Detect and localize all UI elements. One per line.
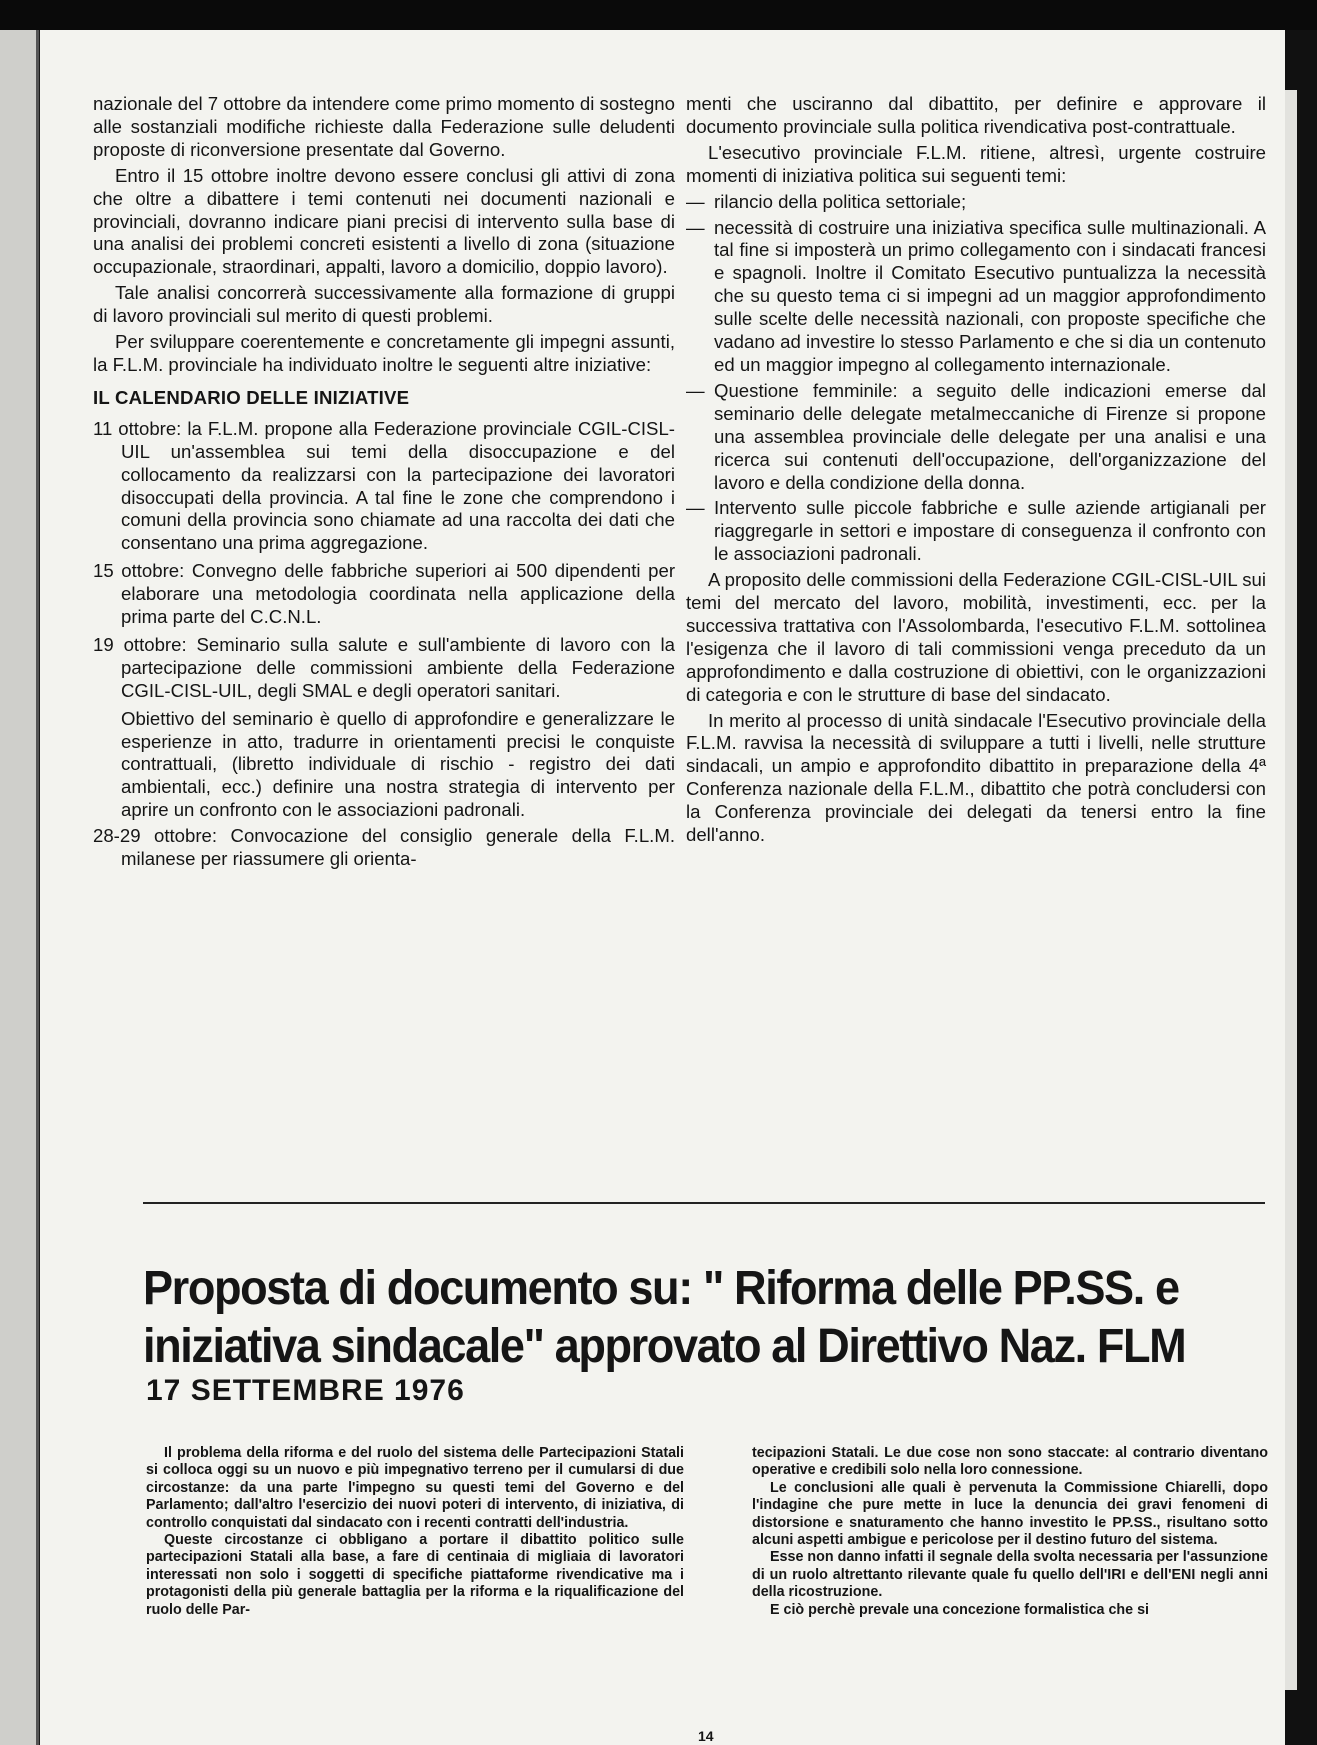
scan-top-border xyxy=(0,0,1317,30)
headline-line: Proposta di documento su: " Riforma delle PP.SS. e xyxy=(143,1262,1179,1315)
paragraph: In merito al processo di unità sindacale l'Esecutivo provinciale della F.L.M. ravvisa la necessità di sviluppare a tutti i livelli, nelle strutture sindacali, un ampio e approfondito dibattito in preparazione della 4ª Conferenza nazionale della F.L.M., dibattito che potrà concludersi con la Conferenza provinciale dei delegati da tenersi entro la fine dell'anno. xyxy=(686,709,1266,846)
calendar-heading: IL CALENDARIO DELLE INIZIATIVE xyxy=(93,386,410,408)
dash-marker: — xyxy=(686,379,705,401)
paragraph: L'esecutivo provinciale F.L.M. ritiene, altresì, urgente costruire momenti di iniziativa politica sui seguenti temi: xyxy=(686,141,1266,186)
paragraph: menti che usciranno dal dibattito, per definire e approvare il documento provinciale sulla politica rivendicativa post-contrattuale. xyxy=(686,93,1266,137)
calendar-entry xyxy=(93,825,675,871)
theme-text: Intervento sulle piccole fabbriche e sulle aziende artigianali per riaggregarle in settori e impostare di conseguenza il confronto con le associazioni padronali. xyxy=(714,497,1266,565)
next-page-edge xyxy=(1285,90,1297,1690)
left-column xyxy=(93,93,675,876)
seminar-objective: Obiettivo del seminario è quello di approfondire e generalizzare le esperienze in atto, tradurre in orientamenti precisi le conquiste contrattuali, (libretto individuale di rischio - registro dei dati ambientali, ecc.) definire una nostra strategia di intervento per aprire un confronto con le associazioni padronali. xyxy=(121,707,675,821)
paragraph: Queste circostanze ci obbligano a portare il dibattito politico sulle partecipazioni Statali alla base, a fare di centinaia di migliaia di lavoratori interessati non solo i soggetti di specifiche piattaforme rivendicative ma i protagonisti della più generale battaglia per la riforma e la riqualificazione del ruolo delle Par- xyxy=(146,1532,684,1618)
right-column xyxy=(686,93,1266,850)
dash-marker: — xyxy=(686,190,705,212)
theme-text: necessità di costruire una iniziativa specifica sulle multinazionali. A tal fine si imposterà un primo collegamento con i sindacati francesi e spagnoli. Inoltre il Comitato Esecutivo puntualizza la necessità che su questo tema ci si impegni ad un maggior approfondimento sulle scelte delle necessità nazionali, con proposte specifiche che vadano ad investire lo stesso Parlamento e che si dia un contenuto ed un maggior impegno al collegamento internazionale. xyxy=(714,216,1266,375)
paragraph: Il problema della riforma e del ruolo del sistema delle Partecipazioni Statali si colloca oggi su un nuovo e più impegnativo terreno per il cumularsi di due circostanze: da una parte l'impegno su questi temi del Governo e del Parlamento; dall'altro l'esercizio dei nuovi poteri di intervento, di iniziativa, di controllo conquistati dal sindacato con i recenti contratti dell'industria. xyxy=(146,1445,684,1531)
page-number: 14 xyxy=(698,1728,714,1744)
theme-text: rilancio della politica settoriale; xyxy=(714,190,967,212)
paragraph: Esse non danno infatti il segnale della svolta necessaria per l'assunzione di un ruolo altrettanto rilevante quale fu quello dell'IRI e dell'ENI negli anni della ricostruzione. xyxy=(752,1549,1268,1601)
theme-item xyxy=(686,191,1266,214)
article-right-column xyxy=(752,1445,1268,1619)
calendar-date: 15 ottobre: xyxy=(93,560,185,582)
paragraph: A proposito delle commissioni della Federazione CGIL-CISL-UIL sui temi del mercato del lavoro, mobilità, investimenti, ecc. per la successiva trattativa con l'Assolombarda, l'esecutivo F.L.M. sottolinea l'esigenza che il lavoro di tali commissioni venga preceduto da un approfondimento e dalla costruzione di obiettivi, con le organizzazioni di categoria e con le strutture di base del sindacato. xyxy=(686,569,1266,705)
paragraph: Per sviluppare coerentemente e concretamente gli impegni assunti, la F.L.M. provinciale ha individuato inoltre le seguenti altre iniziative: xyxy=(93,331,675,375)
paragraph: tecipazioni Statali. Le due cose non sono staccate: al contrario diventano operative e credibili solo nella loro connessione. xyxy=(752,1445,1268,1479)
dash-marker: — xyxy=(686,216,705,238)
calendar-entry xyxy=(93,560,675,629)
section-divider xyxy=(143,1202,1265,1204)
paragraph: nazionale del 7 ottobre da intendere come primo momento di sostegno alle sostanziali modifiche richieste dalla Federazione sulle deludenti proposte di riconversione presentate dal Governo. xyxy=(93,93,675,160)
calendar-text: Convocazione del consiglio generale della F.L.M. milanese per riassumere gli orienta- xyxy=(121,825,676,870)
scan-left-margin xyxy=(0,30,39,1745)
calendar-text: Convegno delle fabbriche superiori ai 500 dipendenti per elaborare una metodologia coordinata nella applicazione della prima parte del C.C.N.L. xyxy=(121,560,676,628)
article-date: 17 SETTEMBRE 1976 xyxy=(146,1374,465,1407)
theme-item xyxy=(686,217,1266,377)
calendar-date: 19 ottobre: xyxy=(93,633,187,655)
article-left-column xyxy=(146,1445,684,1619)
calendar-date: 11 ottobre: xyxy=(93,417,182,439)
calendar-text: la F.L.M. propone alla Federazione provinciale CGIL-CISL-UIL un'assemblea sui temi della disoccupazione e del collocamento da realizzarsi con la partecipazione dei lavoratori disoccupati della provincia. A tal fine le zone che comprendono i comuni della provincia sono chiamate ad una raccolta dei dati che consentano una prima aggregazione. xyxy=(121,417,675,554)
calendar-entry xyxy=(93,634,675,703)
paragraph: Le conclusioni alle quali è pervenuta la Commissione Chiarelli, dopo l'indagine che pure mette in luce la denuncia dei gravi fenomeni di distorsione e snaturamento che hanno investito le PP.SS., risultano sotto alcuni aspetti ambigue e pericolose per il destino futuro del sistema. xyxy=(752,1479,1268,1549)
calendar-text: Seminario sulla salute e sull'ambiente di lavoro con la partecipazione delle commissioni ambiente della Federazione CGIL-CISL-UIL, degli SMAL e degli operatori sanitari. xyxy=(121,633,675,701)
calendar-date: 28-29 ottobre: xyxy=(93,825,218,847)
scan-right-border xyxy=(1285,30,1317,1745)
calendar-entry xyxy=(93,418,675,555)
dash-marker: — xyxy=(686,497,705,519)
theme-item xyxy=(686,380,1266,495)
headline-line: iniziativa sindacale" approvato al Direttivo Naz. FLM xyxy=(143,1320,1186,1373)
paragraph: Tale analisi concorrerà successivamente alla formazione di gruppi di lavoro provinciali sul merito di questi problemi. xyxy=(93,282,675,327)
article-headline xyxy=(143,1260,1205,1376)
paragraph: Entro il 15 ottobre inoltre devono essere conclusi gli attivi di zona che oltre a dibattere i temi contenuti nei documenti nazionali e provinciali, dovranno indicare piani precisi di intervento sulla base di una analisi dei problemi concreti esistenti a livello di zona (situazione occupazionale, straordinari, appalti, lavoro a domicilio, doppio lavoro). xyxy=(93,164,675,278)
theme-text: Questione femminile: a seguito delle indicazioni emerse dal seminario delle delegate metalmeccaniche di Firenze si propone una assemblea provinciale delle delegate per una analisi e una ricerca sui contenuti dell'occupazione, dell'organizzazione del lavoro e della condizione della donna. xyxy=(714,379,1266,493)
paragraph: E ciò perchè prevale una concezione formalistica che si xyxy=(770,1601,1150,1618)
theme-item xyxy=(686,497,1266,566)
